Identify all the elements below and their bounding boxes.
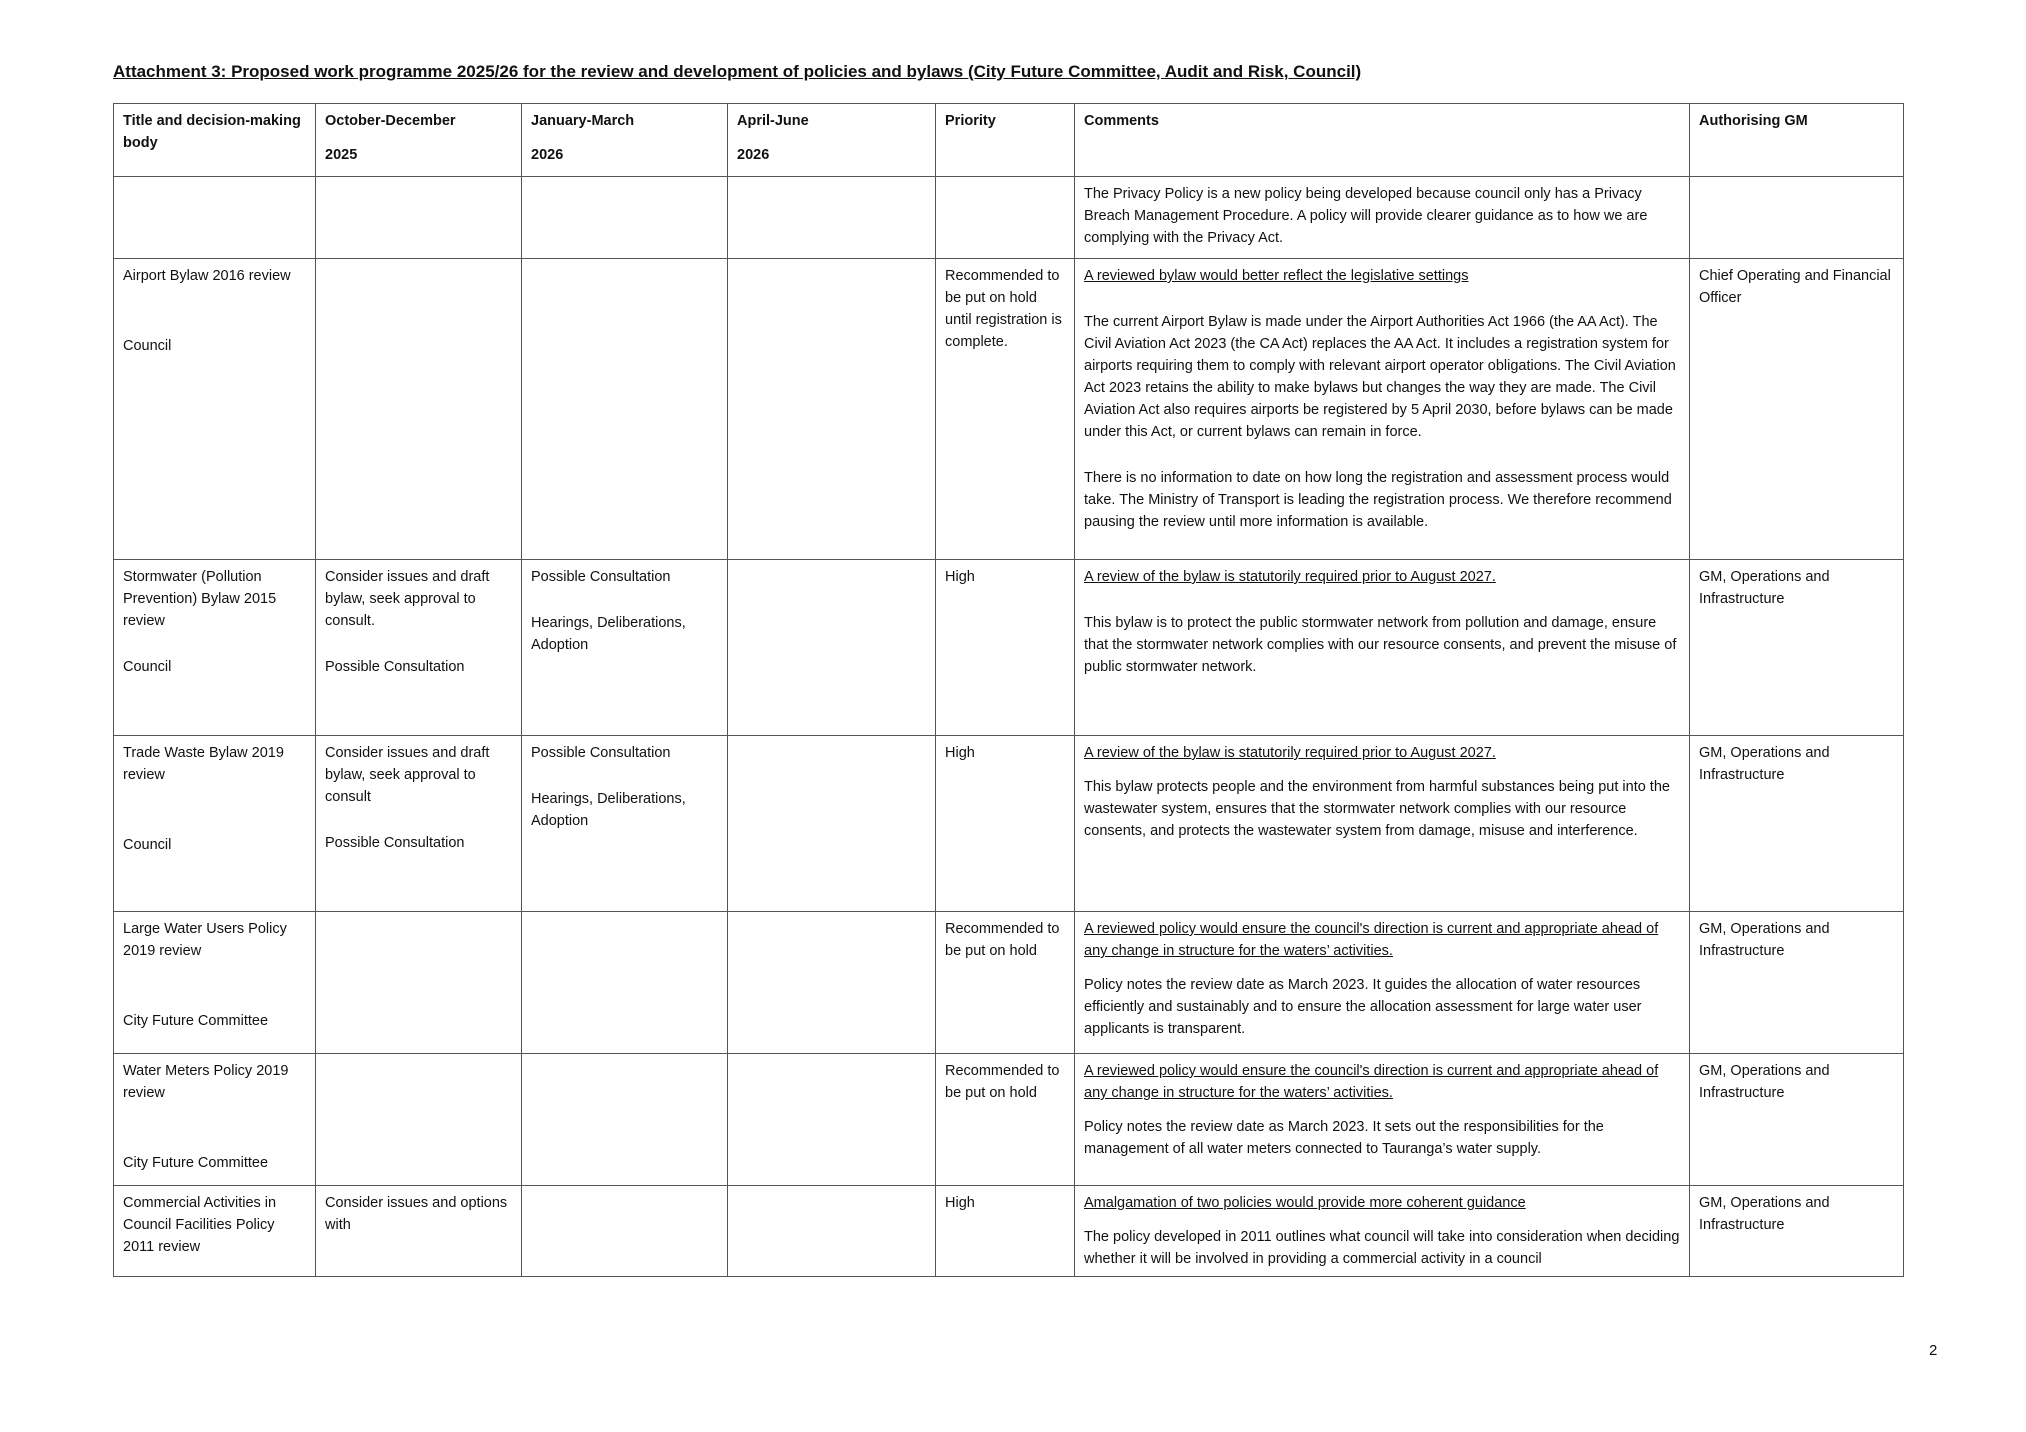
row-gm-cell xyxy=(1690,912,1904,1054)
header-apr-jun xyxy=(728,104,936,177)
row-gm-cell xyxy=(1690,560,1904,736)
header-jan-mar xyxy=(522,104,728,177)
comment-paragraph: The Privacy Policy is a new policy being developed because council only has a Privacy Breach Management Procedure. A policy will provide clearer guidance as to how we are complying with the Privacy Act. xyxy=(1084,186,1648,246)
row-oct-dec-cell xyxy=(316,912,522,1054)
decision-body: Council xyxy=(123,837,172,853)
row-title: Large Water Users Policy 2019 review xyxy=(123,921,287,959)
row-title: Stormwater (Pollution Prevention) Bylaw 2015 review xyxy=(123,569,277,629)
comment-paragraph: The policy developed in 2011 outlines what council will take into consideration when deciding whether it will be involved in providing a commercial activity in a council xyxy=(1084,1229,1680,1267)
row-priority-cell xyxy=(936,1186,1075,1277)
row-apr-jun-cell xyxy=(728,736,936,912)
row-title: Water Meters Policy 2019 review xyxy=(123,1063,289,1101)
row-priority-cell xyxy=(936,1054,1075,1186)
row-jan-mar-cell xyxy=(522,259,728,560)
milestone-text: Possible Consultation xyxy=(531,745,671,761)
header-jan-mar-label: January-March xyxy=(531,113,635,129)
comment-paragraph: Policy notes the review date as March 2023. It guides the allocation of water resources efficiently and sustainably and to ensure the allocation assessment for large water user applicants is transparent. xyxy=(1084,977,1642,1037)
table-header-row xyxy=(114,104,1904,177)
header-oct-dec-label: October-December xyxy=(325,113,456,129)
row-title-cell xyxy=(114,177,316,259)
row-comments-cell xyxy=(1075,1054,1690,1186)
header-oct-dec xyxy=(316,104,522,177)
header-comments: Comments xyxy=(1075,104,1690,177)
row-priority-cell xyxy=(936,259,1075,560)
row-comments-cell xyxy=(1075,1186,1690,1277)
priority-text: High xyxy=(945,1195,975,1211)
comment-paragraph: There is no information to date on how long the registration and assessment process would take. The Ministry of Transport is leading the registration process. We therefore recommend pausing the review until more information is available. xyxy=(1084,470,1672,530)
comment-paragraph: Policy notes the review date as March 2023. It sets out the responsibilities for the management of all water meters connected to Tauranga’s water supply. xyxy=(1084,1119,1604,1157)
row-title: Trade Waste Bylaw 2019 review xyxy=(123,745,284,783)
row-title-cell xyxy=(114,560,316,736)
decision-body: City Future Committee xyxy=(123,1155,269,1171)
row-gm-cell xyxy=(1690,1054,1904,1186)
authorising-gm: Chief Operating and Financial Officer xyxy=(1699,268,1891,306)
header-apr-jun-year: 2026 xyxy=(737,147,770,163)
authorising-gm: GM, Operations and Infrastructure xyxy=(1699,921,1830,959)
row-priority-cell xyxy=(936,736,1075,912)
row-title-cell xyxy=(114,1054,316,1186)
authorising-gm: GM, Operations and Infrastructure xyxy=(1699,569,1830,607)
row-gm-cell xyxy=(1690,259,1904,560)
row-oct-dec-cell xyxy=(316,560,522,736)
row-jan-mar-cell xyxy=(522,1186,728,1277)
table-row xyxy=(114,1054,1904,1186)
priority-text: High xyxy=(945,745,975,761)
comment-paragraph: This bylaw protects people and the environment from harmful substances being put into the wastewater system, ensures that the stormwater network complies with our resource consents, and protects the wastewater system from damage, misuse and interference. xyxy=(1084,779,1670,839)
milestone-text: Possible Consultation xyxy=(325,659,465,675)
header-oct-dec-year: 2025 xyxy=(325,147,358,163)
decision-body: Council xyxy=(123,659,172,675)
row-title-cell xyxy=(114,736,316,912)
priority-text: High xyxy=(945,569,975,585)
row-comments-cell xyxy=(1075,912,1690,1054)
comment-heading: Amalgamation of two policies would provide more coherent guidance xyxy=(1084,1195,1526,1211)
row-apr-jun-cell xyxy=(728,259,936,560)
row-comments-cell xyxy=(1075,259,1690,560)
milestone-text: Hearings, Deliberations, Adoption xyxy=(531,615,686,653)
row-jan-mar-cell xyxy=(522,560,728,736)
authorising-gm: GM, Operations and Infrastructure xyxy=(1699,1063,1830,1101)
row-oct-dec-cell xyxy=(316,1054,522,1186)
milestone-text: Consider issues and options with xyxy=(325,1195,508,1233)
table-row xyxy=(114,560,1904,736)
row-gm-cell xyxy=(1690,736,1904,912)
row-oct-dec-cell xyxy=(316,1186,522,1277)
table-row xyxy=(114,177,1904,259)
table-row xyxy=(114,736,1904,912)
document-title: Attachment 3: Proposed work programme 2025/26 for the review and development of policies and bylaws (City Future Committee, Audit and Risk, Council) xyxy=(113,62,1362,81)
row-gm-cell xyxy=(1690,177,1904,259)
milestone-text: Possible Consultation xyxy=(325,835,465,851)
row-apr-jun-cell xyxy=(728,1186,936,1277)
row-title-cell xyxy=(114,259,316,560)
milestone-text: Hearings, Deliberations, Adoption xyxy=(531,791,686,829)
row-apr-jun-cell xyxy=(728,912,936,1054)
row-comments-cell xyxy=(1075,736,1690,912)
row-priority-cell xyxy=(936,912,1075,1054)
comment-heading: A reviewed bylaw would better reflect the legislative settings xyxy=(1084,268,1469,284)
row-oct-dec-cell xyxy=(316,736,522,912)
milestone-text: Possible Consultation xyxy=(531,569,671,585)
row-title: Airport Bylaw 2016 review xyxy=(123,268,291,284)
header-jan-mar-year: 2026 xyxy=(531,147,564,163)
decision-body: City Future Committee xyxy=(123,1013,269,1029)
priority-text: Recommended to be put on hold until registration is complete. xyxy=(945,268,1062,350)
row-jan-mar-cell xyxy=(522,177,728,259)
row-jan-mar-cell xyxy=(522,736,728,912)
header-priority: Priority xyxy=(936,104,1075,177)
table-row xyxy=(114,1186,1904,1277)
header-title-body: Title and decision-making body xyxy=(114,104,316,177)
milestone-text: Consider issues and draft bylaw, seek approval to consult xyxy=(325,745,490,805)
row-gm-cell xyxy=(1690,1186,1904,1277)
milestone-text: Consider issues and draft bylaw, seek approval to consult. xyxy=(325,569,490,629)
authorising-gm: GM, Operations and Infrastructure xyxy=(1699,1195,1830,1233)
row-oct-dec-cell xyxy=(316,259,522,560)
comment-heading: A reviewed policy would ensure the council's direction is current and appropriate ahead of any change in structure for the waters’ activities. xyxy=(1084,921,1659,959)
row-priority-cell xyxy=(936,560,1075,736)
comment-heading: A review of the bylaw is statutorily required prior to August 2027. xyxy=(1084,745,1496,761)
row-title-cell xyxy=(114,912,316,1054)
row-apr-jun-cell xyxy=(728,560,936,736)
row-jan-mar-cell xyxy=(522,1054,728,1186)
row-priority-cell xyxy=(936,177,1075,259)
comment-paragraph: The current Airport Bylaw is made under the Airport Authorities Act 1966 (the AA Act). The Civil Aviation Act 2023 (the CA Act) replaces the AA Act. It includes a registration system for airports requiring them to comply with relevant airport operator obligations. The Civil Aviation Act 2023 retains the ability to make bylaws but changes the way they are made. The Civil Aviation Act also requires airports be registered by 5 April 2030, before bylaws can be made under this Act, or current bylaws can remain in force. xyxy=(1084,314,1676,440)
table-row xyxy=(114,259,1904,560)
comment-paragraph: This bylaw is to protect the public stormwater network from pollution and damage, ensure that the stormwater network complies with our resource consents, and prevent the misuse of public stormwater network. xyxy=(1084,615,1677,675)
row-apr-jun-cell xyxy=(728,1054,936,1186)
table-row xyxy=(114,912,1904,1054)
priority-text: Recommended to be put on hold xyxy=(945,1063,1060,1101)
comment-heading: A review of the bylaw is statutorily required prior to August 2027. xyxy=(1084,569,1496,585)
row-title-cell xyxy=(114,1186,316,1277)
page-number: 2 xyxy=(1929,1342,1938,1359)
row-jan-mar-cell xyxy=(522,912,728,1054)
row-oct-dec-cell xyxy=(316,177,522,259)
decision-body: Council xyxy=(123,338,172,354)
work-programme-table xyxy=(113,103,1904,1277)
header-authorising-gm: Authorising GM xyxy=(1690,104,1904,177)
header-apr-jun-label: April-June xyxy=(737,113,809,129)
row-comments-cell xyxy=(1075,177,1690,259)
priority-text: Recommended to be put on hold xyxy=(945,921,1060,959)
authorising-gm: GM, Operations and Infrastructure xyxy=(1699,745,1830,783)
comment-heading: A reviewed policy would ensure the council's direction is current and appropriate ahead of any change in structure for the waters’ activities. xyxy=(1084,1063,1659,1101)
row-comments-cell xyxy=(1075,560,1690,736)
row-apr-jun-cell xyxy=(728,177,936,259)
row-title: Commercial Activities in Council Facilities Policy 2011 review xyxy=(123,1195,277,1255)
